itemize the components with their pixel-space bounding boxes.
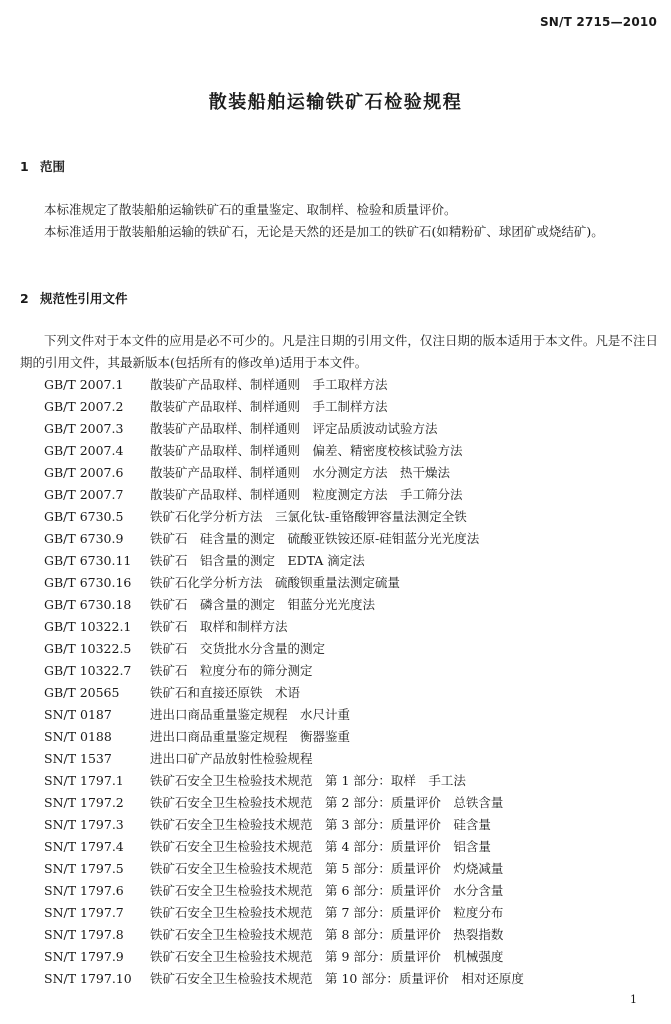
reference-code: SN/T 0187: [44, 707, 112, 722]
reference-item: [44, 594, 524, 616]
reference-code: GB/T 6730.5: [44, 509, 124, 524]
reference-code: GB/T 10322.5: [44, 641, 132, 656]
reference-item: [44, 418, 524, 440]
section-1-title: 范围: [40, 159, 66, 174]
reference-code: GB/T 6730.16: [44, 575, 132, 590]
reference-title: 铁矿石安全卫生检验技术规范 第 5 部分：质量评价 灼烧减量: [150, 861, 504, 876]
references-intro: 下列文件对于本文件的应用是必不可少的。凡是注日期的引用文件，仅注日期的版本适用于本文件。凡是不注日期的引用文件，其最新版本(包括所有的修改单)适用于本文件。: [20, 333, 658, 370]
reference-title: 铁矿石化学分析方法 三氯化钛-重铬酸钾容量法测定全铁: [150, 509, 467, 524]
reference-code: GB/T 6730.18: [44, 597, 132, 612]
reference-code: GB/T 6730.9: [44, 531, 124, 546]
reference-item: [44, 682, 524, 704]
reference-item: [44, 814, 524, 836]
reference-title: 铁矿石安全卫生检验技术规范 第 2 部分：质量评价 总铁含量: [150, 795, 504, 810]
reference-item: [44, 726, 524, 748]
reference-title: 铁矿石化学分析方法 硫酸钡重量法测定硫量: [150, 575, 401, 590]
reference-code: SN/T 1537: [44, 751, 112, 766]
reference-code: GB/T 20565: [44, 685, 120, 700]
section-1-number: 1: [20, 159, 29, 174]
reference-item: [44, 792, 524, 814]
reference-item: [44, 396, 524, 418]
reference-title: 铁矿石和直接还原铁 术语: [150, 685, 301, 700]
reference-code: GB/T 2007.4: [44, 443, 124, 458]
reference-code: GB/T 2007.3: [44, 421, 124, 436]
page-number: 1: [630, 993, 637, 1006]
reference-code: SN/T 1797.7: [44, 905, 124, 920]
reference-item: [44, 946, 524, 968]
scope-paragraph-2: 本标准适用于散装船舶运输的铁矿石，无论是天然的还是加工的铁矿石(如精粉矿、球团矿或烧结矿)。: [44, 224, 604, 239]
reference-item: [44, 638, 524, 660]
reference-title: 散装矿产品取样、制样通则 偏差、精密度校核试验方法: [150, 443, 463, 458]
reference-code: GB/T 10322.1: [44, 619, 132, 634]
section-1-heading: [20, 157, 65, 175]
reference-code: GB/T 2007.2: [44, 399, 124, 414]
standard-code: SN/T 2715—2010: [539, 15, 657, 29]
document-title: 散装船舶运输铁矿石检验规程: [208, 92, 463, 113]
reference-title: 铁矿石 硅含量的测定 硫酸亚铁铵还原-硅钼蓝分光光度法: [150, 531, 480, 546]
reference-title: 进出口矿产品放射性检验规程: [150, 751, 313, 766]
reference-item: [44, 506, 524, 528]
reference-code: SN/T 1797.8: [44, 927, 124, 942]
reference-code: GB/T 6730.11: [44, 553, 132, 568]
reference-code: SN/T 1797.6: [44, 883, 124, 898]
reference-item: [44, 968, 524, 990]
reference-title: 进出口商品重量鉴定规程 衡器鉴重: [150, 729, 351, 744]
reference-item: [44, 528, 524, 550]
reference-item: [44, 858, 524, 880]
reference-title: 铁矿石安全卫生检验技术规范 第 8 部分：质量评价 热裂指数: [150, 927, 504, 942]
section-2-number: 2: [20, 291, 29, 306]
reference-title: 铁矿石 粒度分布的筛分测定: [150, 663, 313, 678]
scope-paragraph-1: 本标准规定了散装船舶运输铁矿石的重量鉴定、取制样、检验和质量评价。: [44, 202, 457, 217]
reference-item: [44, 836, 524, 858]
reference-title: 散装矿产品取样、制样通则 手工制样方法: [150, 399, 388, 414]
reference-code: SN/T 1797.2: [44, 795, 124, 810]
reference-title: 进出口商品重量鉴定规程 水尺计重: [150, 707, 351, 722]
reference-item: [44, 704, 524, 726]
reference-title: 散装矿产品取样、制样通则 手工取样方法: [150, 377, 388, 392]
reference-code: GB/T 2007.1: [44, 377, 124, 392]
reference-code: SN/T 1797.9: [44, 949, 124, 964]
reference-title: 散装矿产品取样、制样通则 水分测定方法 热干燥法: [150, 465, 451, 480]
reference-code: GB/T 10322.7: [44, 663, 132, 678]
section-2-heading: [20, 289, 128, 307]
reference-item: [44, 748, 524, 770]
reference-title: 铁矿石安全卫生检验技术规范 第 10 部分：质量评价 相对还原度: [150, 971, 524, 986]
reference-title: 铁矿石 铝含量的测定 EDTA 滴定法: [150, 553, 365, 568]
reference-list: [44, 374, 524, 990]
reference-title: 铁矿石安全卫生检验技术规范 第 4 部分：质量评价 铝含量: [150, 839, 491, 854]
reference-title: 铁矿石 交货批水分含量的测定: [150, 641, 326, 656]
reference-title: 铁矿石 磷含量的测定 钼蓝分光光度法: [150, 597, 376, 612]
reference-item: [44, 770, 524, 792]
reference-item: [44, 902, 524, 924]
reference-code: GB/T 2007.7: [44, 487, 124, 502]
reference-title: 散装矿产品取样、制样通则 评定品质波动试验方法: [150, 421, 438, 436]
reference-code: SN/T 1797.4: [44, 839, 124, 854]
reference-item: [44, 572, 524, 594]
reference-code: SN/T 0188: [44, 729, 112, 744]
reference-code: SN/T 1797.3: [44, 817, 124, 832]
reference-title: 铁矿石 取样和制样方法: [150, 619, 288, 634]
reference-item: [44, 880, 524, 902]
section-2-title: 规范性引用文件: [40, 291, 128, 306]
reference-item: [44, 484, 524, 506]
reference-item: [44, 616, 524, 638]
reference-title: 铁矿石安全卫生检验技术规范 第 9 部分：质量评价 机械强度: [150, 949, 504, 964]
reference-title: 铁矿石安全卫生检验技术规范 第 7 部分：质量评价 粒度分布: [150, 905, 504, 920]
reference-title: 铁矿石安全卫生检验技术规范 第 6 部分：质量评价 水分含量: [150, 883, 504, 898]
reference-title: 散装矿产品取样、制样通则 粒度测定方法 手工筛分法: [150, 487, 463, 502]
reference-code: SN/T 1797.10: [44, 971, 132, 986]
reference-item: [44, 440, 524, 462]
reference-item: [44, 550, 524, 572]
reference-item: [44, 462, 524, 484]
reference-item: [44, 660, 524, 682]
reference-item: [44, 374, 524, 396]
reference-code: GB/T 2007.6: [44, 465, 124, 480]
reference-code: SN/T 1797.1: [44, 773, 124, 788]
reference-item: [44, 924, 524, 946]
reference-code: SN/T 1797.5: [44, 861, 124, 876]
reference-title: 铁矿石安全卫生检验技术规范 第 3 部分：质量评价 硅含量: [150, 817, 491, 832]
reference-title: 铁矿石安全卫生检验技术规范 第 1 部分：取样 手工法: [150, 773, 466, 788]
